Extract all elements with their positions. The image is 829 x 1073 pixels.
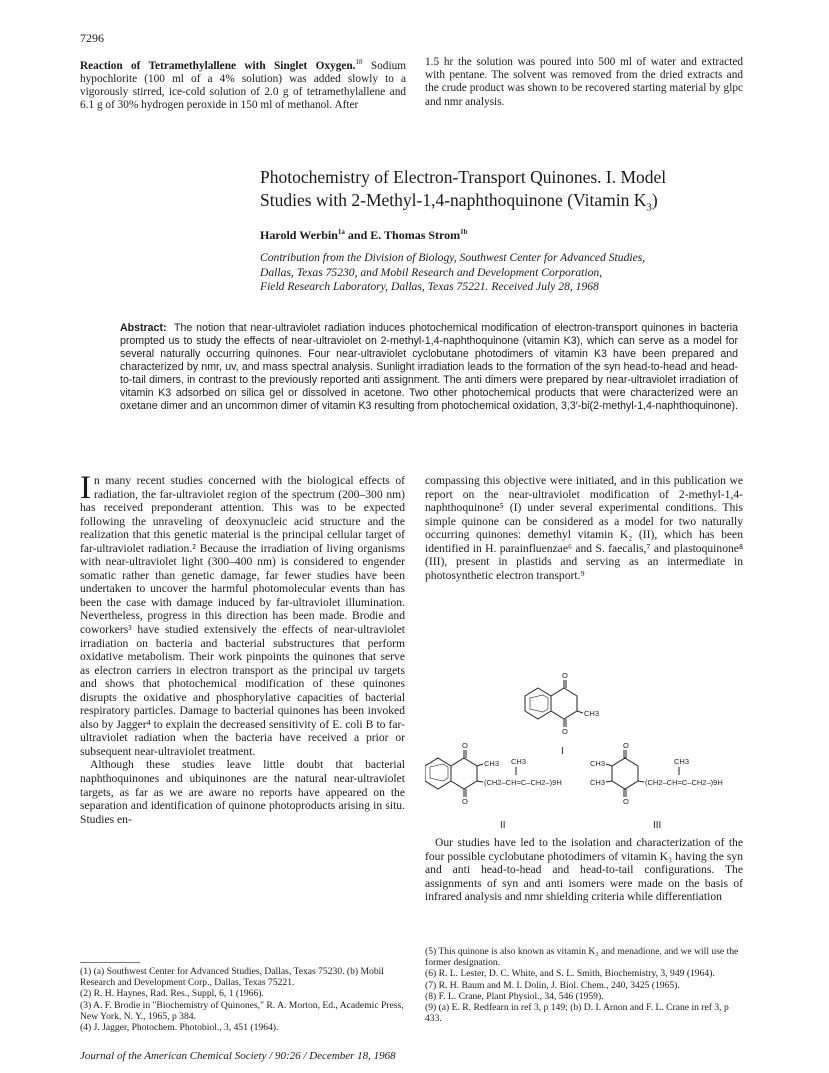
footnote: (2) R. H. Haynes, Rad. Res., Suppl, 6, 1 (1966). <box>80 988 264 1000</box>
structure-II-quinone-ring <box>451 758 477 789</box>
structure-III-side-methyl: CH3 <box>674 757 690 766</box>
structure-II-oxygen-bottom: O <box>462 797 468 806</box>
footnote: (7) R. H. Baum and M. I. Dolin, J. Biol. Chem., 240, 3425 (1965). <box>425 979 680 991</box>
title-line-2: Studies with 2-Methyl-1,4-naphthoquinone (Vitamin $K_3$) <box>260 190 658 214</box>
journal-footer: Journal of the American Chemical Society / 90:26 / December 18, 1968 <box>80 1050 396 1062</box>
author-2: and E. Thomas Strom <box>344 228 461 242</box>
section-heading: Reaction of Tetramethylallene with Singlet Oxygen. <box>80 59 356 72</box>
structure-I-benzene-ring <box>525 688 551 719</box>
structure-III-quinone-ring <box>612 758 638 789</box>
body-left-column <box>80 470 405 826</box>
structure-III-methyl-1: CH3 <box>590 759 606 768</box>
structure-III-oxygen-bottom: O <box>623 797 629 806</box>
structure-II-benzene-ring <box>425 758 451 789</box>
footnote: (4) J. Jagger, Photochem. Photobiol., 3, 451 (1964). <box>80 1022 279 1034</box>
footnote: (6) R. L. Lester, D. C. White, and S. L. Smith, Biochemistry, 3, 949 (1964). <box>425 968 715 980</box>
top-right-text: 1.5 hr the solution was poured into 500 ml of water and extracted with pentane. The solvent was removed from the dried extracts and the crude product was shown to be recovered starting material by glpc and nmr analysis. <box>425 56 743 108</box>
footnote: (5) This quinone is also known as vitamin K₃ and menadione, and we will use the former designation. <box>425 946 739 969</box>
structure-label-II: II <box>500 820 506 831</box>
top-section-right <box>425 56 743 109</box>
abstract-label: Abstract: <box>120 322 167 334</box>
body-paragraph-2: Although these studies leave little doubt that bacterial naphthoquinones and ubiquinones are the natural near-ultraviolet targets, as far as we are aware no reports have appeared on the separation and identification of quinone photoproducts arising in situ. Studies en- <box>80 758 405 826</box>
top-left-text: Sodium hypochlorite (100 ml of a 4% solution) was added slowly to a vigorously stirred, ice-cold solution of 2.0 g of tetramethylallene and 6.1 g of 30% hydrogen peroxide in 150 ml of methanol. After <box>80 59 407 112</box>
abstract <box>120 322 738 413</box>
body-paragraph-3: compassing this objective were initiated, and in this publication we report on the near-ultraviolet modification of 2-methyl-1,4-naphthoquinone⁵ (I) under several experimental conditions. This simple quinone can be considered as a model for two naturally occurring quinones: demethyl vitamin K₂ (II), which has been identified in H. parainfluenzae⁶ and S. faecalis,⁷ and plastoquinone⁸ (III), present in plastids and serving as an intermediate in photosynthetic electron transport.⁹ <box>425 474 743 582</box>
affiliation: Contribution from the Division of Biology, Southwest Center for Advanced Studies, Dallas, Texas 75230, and Mobil Research and Development Corporation, Field Research Laboratory, Dallas, Texas 75221. Received July 28, 1968 <box>260 251 646 294</box>
author-1: Harold Werbin <box>260 228 338 242</box>
structure-II-oxygen-top: O <box>462 741 468 750</box>
chemical-structures <box>425 668 743 834</box>
drop-cap: I <box>80 470 91 506</box>
body-right-continued <box>425 836 743 904</box>
structure-III-oxygen-top: O <box>623 741 629 750</box>
footnotes-right <box>425 946 743 1024</box>
abstract-text: The notion that near-ultraviolet radiation induces photochemical modification of electron-transport quinones in bacteria prompted us to study the effects of near-ultraviolet on 2-methyl-1,4-naphthoquinone (vitamin K3), which can serve as a model for several naturally occurring quinones. Four near-ultraviolet cyclobutane photodimers of vitamin K3 have been prepared and characterized by nmr, uv, and mass spectral analysis. Sunlight irradiation leads to the formation of the syn head-to-head and head-to-tail dimers, in contrast to the previously reported anti assignment. The anti dimers were prepared by near-ultraviolet irradiation of vitamin K3 adsorbed on silica gel or dissolved in acetone. Two other photochemical products that were characterized were an oxetane dimer and an uncommon dimer of vitamin K3 resulting from photochemical oxidation, 3,3′-bi(2-methyl-1,4-naphthoquinone). <box>120 322 738 412</box>
footnotes-left <box>80 966 405 1033</box>
top-section-left <box>80 56 406 113</box>
authors: Harold Werbin$^{1a}$ and E. Thomas Strom$^{1b}$ <box>260 228 468 242</box>
structure-II-side-methyl: CH3 <box>511 757 527 766</box>
structure-III-chain: (CH2–CH=C–CH2–)9H <box>645 778 723 787</box>
structure-II-chain: (CH2–CH=C–CH2–)9H <box>484 778 562 787</box>
body-right-column <box>425 474 743 582</box>
footnote: (3) A. F. Brodie in "Biochemistry of Quinones," R. A. Morton, Ed., Academic Press, New York, N. Y., 1965, p 384. <box>80 999 404 1022</box>
footnote: (9) (a) E. R. Redfearn in ref 3, p 149; (b) D. I. Arnon and F. L. Crane in ref 3, p 433. <box>425 1002 729 1025</box>
footnote: (8) F. L. Crane, Plant Physiol., 34, 546 (1959). <box>425 990 604 1002</box>
structure-I-methyl: CH3 <box>584 709 600 718</box>
structure-III-methyl-2: CH3 <box>590 778 606 787</box>
footnote-rule-left <box>80 962 140 963</box>
title-line-1: Photochemistry of Electron-Transport Quinones. I. Model <box>260 167 667 187</box>
footnote: (1) (a) Southwest Center for Advanced Studies, Dallas, Texas 75230. (b) Mobil Research and Development Corp., Dallas, Texas 75221. <box>80 966 384 989</box>
structure-I-quinone-ring <box>551 688 577 719</box>
body-paragraph-4: Our studies have led to the isolation and characterization of the four possible cyclobutane photodimers of vitamin K₃ having the syn and anti head-to-head and head-to-tail configurations. The assignments of syn and anti isomers were made on the basis of infrared analysis and nmr shielding criteria while differentiation <box>425 836 743 904</box>
heading-ref: 18 <box>355 58 363 66</box>
page-number: 7296 <box>80 31 104 45</box>
structure-label-III: III <box>653 820 662 831</box>
structure-I-oxygen-bottom: O <box>562 727 568 736</box>
structure-label-I: I <box>561 746 564 757</box>
body-paragraph-1: n many recent studies concerned with the biological effects of radiation, the far-ultraviolet region of the spectrum (200–300 nm) has received preponderant attention. This was to be expected following the unraveling of deoxynucleic acid structure and the realization that this genetic material is the principal cellular target of far-ultraviolet radiation.² Because the irradiation of living organisms with near-ultraviolet light (300–400 nm) is considered to engender somatic rather than genetic damage, far fewer studies have been undertaken to uncover the harmful photomolecular events than has been the case with damage induced by far-ultraviolet illumination. Nevertheless, progress in this direction has been made. Brodie and coworkers³ have studied extensively the effects of near-ultraviolet irradiation on bacteria and bacterial substructures that perform oxidative metabolism. Their work pinpoints the quinones that serve as electron carriers in electron transport as the principal uv targets and shows that photochemical modification of these quinones disrupts the oxidative and phosphorylative capacities of bacterial respiratory particles. Damage to bacterial quinones has been invoked also by Jagger⁴ to explain the decreased sensitivity of E. coli B to far-ultraviolet radiation when the bacteria have received a prior or subsequent near-ultraviolet treatment. <box>80 474 405 758</box>
structure-II-methyl: CH3 <box>484 759 500 768</box>
article-title <box>260 166 750 220</box>
structure-I-oxygen-top: O <box>562 671 568 680</box>
